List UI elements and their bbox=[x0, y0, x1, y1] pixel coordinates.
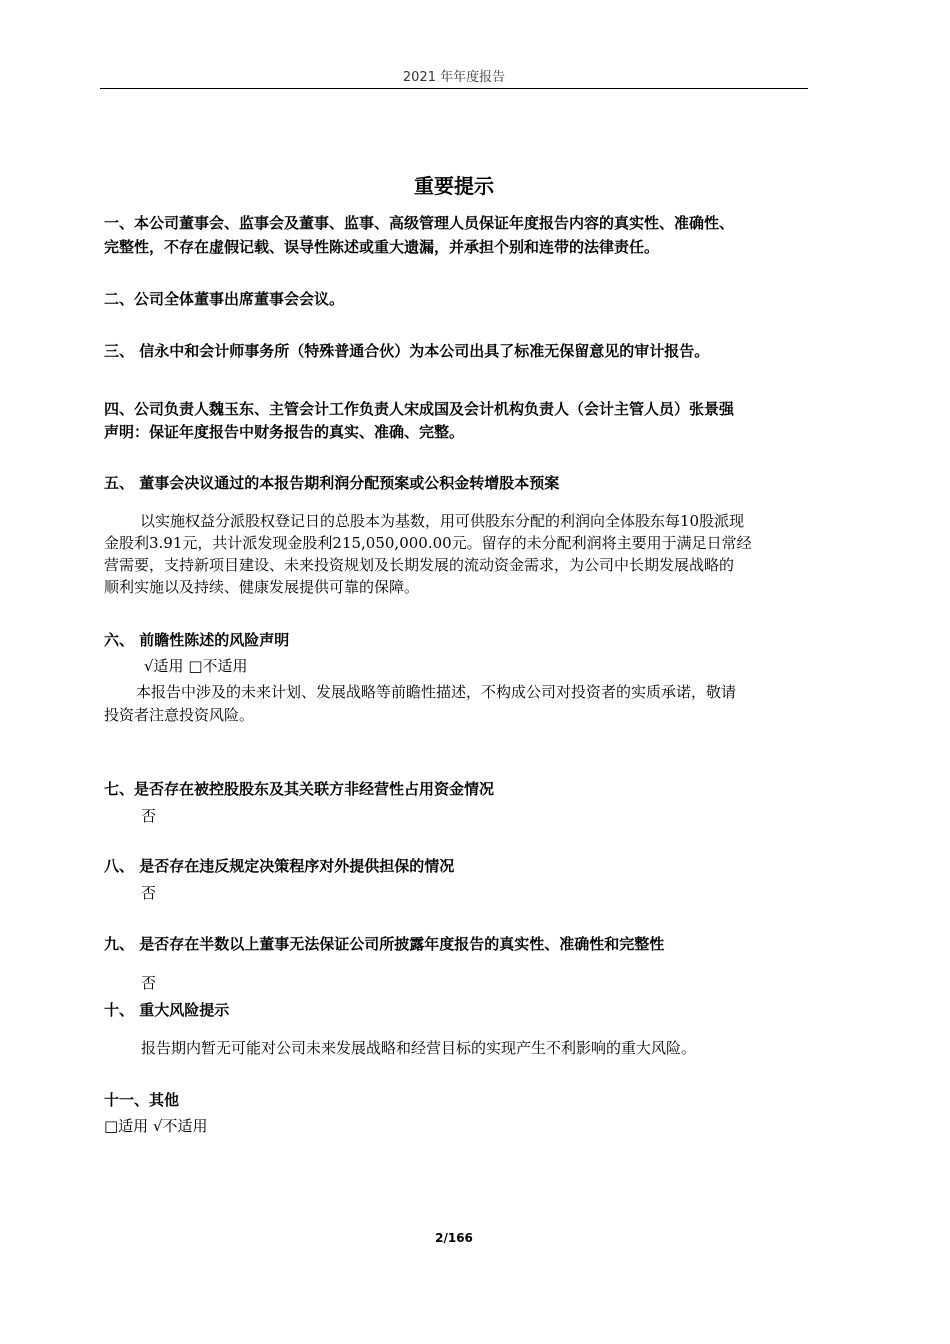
item-6-heading: 六、 前瞻性陈述的风险声明 bbox=[104, 631, 290, 649]
header-rule bbox=[100, 88, 808, 89]
item-5-body-line-3: 营需要，支持新项目建设、未来投资规划及长期发展的流动资金需求，为公司中长期发展战略的 bbox=[104, 556, 735, 574]
item-10-heading: 十、 重大风险提示 bbox=[104, 1001, 230, 1019]
item-11-heading: 十一、其他 bbox=[104, 1091, 180, 1109]
item-11-options: □适用 √不适用 bbox=[104, 1117, 208, 1135]
item-4-line-2: 声明：保证年度报告中财务报告的真实、准确、完整。 bbox=[104, 423, 465, 441]
item-6-body-line-1: 本报告中涉及的未来计划、发展战略等前瞻性描述，不构成公司对投资者的实质承诺，敬请 bbox=[136, 683, 737, 701]
item-4-line-1: 四、公司负责人魏玉东、主管会计工作负责人宋成国及会计机构负责人（会计主管人员）张景强 bbox=[104, 400, 735, 418]
page-number: 2/166 bbox=[435, 1231, 473, 1245]
item-9-heading: 九、 是否存在半数以上董事无法保证公司所披露年度报告的真实性、准确性和完整性 bbox=[104, 935, 665, 953]
item-1-line-2: 完整性，不存在虚假记载、误导性陈述或重大遗漏，并承担个别和连带的法律责任。 bbox=[104, 238, 660, 256]
item-10-body: 报告期内暂无可能对公司未来发展战略和经营目标的实现产生不利影响的重大风险。 bbox=[141, 1039, 697, 1057]
item-7-heading: 七、是否存在被控股股东及其关联方非经营性占用资金情况 bbox=[104, 780, 495, 798]
item-6-options: √适用 □不适用 bbox=[144, 657, 248, 675]
item-5-body-line-2: 金股利3.91元，共计派发现金股利215,050,000.00元。留存的未分配利润将主要用于满足日常经 bbox=[104, 534, 752, 552]
item-2-heading: 二、公司全体董事出席董事会会议。 bbox=[104, 290, 345, 308]
item-7-answer: 否 bbox=[141, 807, 157, 825]
item-5-body-line-1: 以实施权益分派股权登记日的总股本为基数，用可供股东分配的利润向全体股东每10股派现 bbox=[140, 512, 745, 530]
item-5-heading: 五、 董事会决议通过的本报告期利润分配预案或公积金转增股本预案 bbox=[104, 474, 560, 492]
item-5-body-line-4: 顺利实施以及持续、健康发展提供可靠的保障。 bbox=[104, 578, 420, 596]
item-6-body-line-2: 投资者注意投资风险。 bbox=[104, 706, 255, 724]
page-header: 2021 年年度报告 bbox=[402, 70, 506, 85]
page-title: 重要提示 bbox=[414, 174, 494, 198]
item-9-answer: 否 bbox=[141, 974, 157, 992]
item-8-heading: 八、 是否存在违反规定决策程序对外提供担保的情况 bbox=[104, 857, 455, 875]
item-1-line-1: 一、本公司董事会、监事会及董事、监事、高级管理人员保证年度报告内容的真实性、准确性、 bbox=[104, 214, 735, 232]
item-8-answer: 否 bbox=[141, 884, 157, 902]
item-3-heading: 三、 信永中和会计师事务所（特殊普通合伙）为本公司出具了标准无保留意见的审计报告。 bbox=[104, 342, 710, 360]
